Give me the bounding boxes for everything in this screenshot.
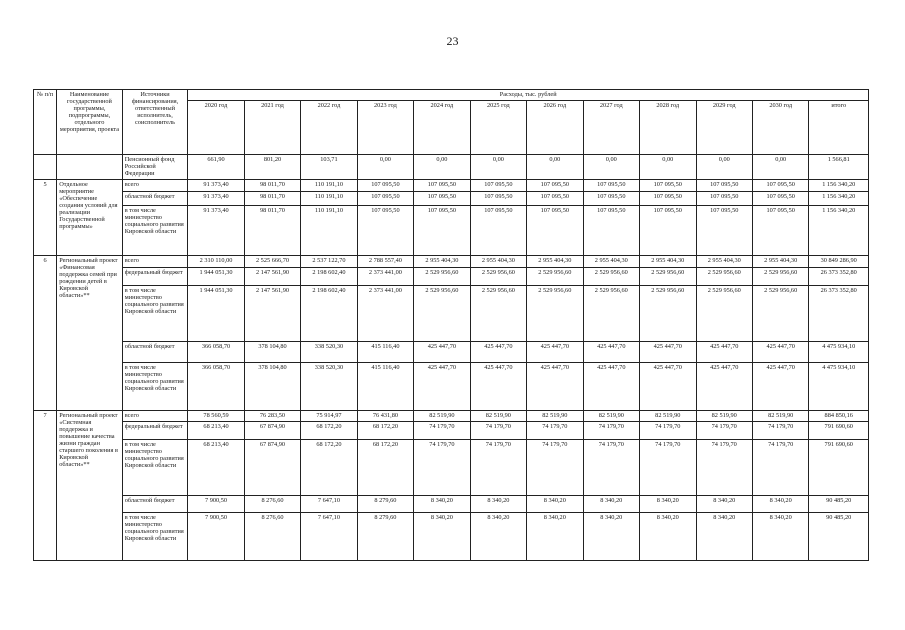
amount-cell: 107 095,50	[696, 192, 752, 206]
funding-source: областной бюджет	[122, 496, 188, 513]
amount-cell: 0,00	[527, 155, 583, 180]
amount-cell: 2 955 404,30	[470, 256, 526, 268]
amount-cell: 8 340,20	[527, 496, 583, 513]
item-name	[57, 155, 123, 180]
funding-source: в том числе министерство социального развития Кировской области	[122, 206, 188, 256]
amount-cell: 74 179,70	[414, 422, 470, 440]
amount-cell: 107 095,50	[583, 192, 639, 206]
header-name: Наименование государственной программы, подпрограммы, отдельного мероприятия, проекта	[57, 90, 123, 155]
amount-cell: 425 447,70	[640, 342, 696, 363]
amount-cell: 425 447,70	[752, 363, 808, 411]
amount-cell: 8 340,20	[414, 513, 470, 561]
amount-cell: 107 095,50	[357, 180, 413, 192]
amount-cell: 82 519,90	[583, 411, 639, 422]
header-year: 2022 год	[301, 101, 357, 155]
amount-cell: 338 520,30	[301, 363, 357, 411]
row-number: 7	[34, 411, 57, 561]
amount-cell: 425 447,70	[470, 342, 526, 363]
amount-cell: 78 560,59	[188, 411, 244, 422]
amount-cell: 7 900,50	[188, 496, 244, 513]
amount-cell: 2 529 956,60	[583, 286, 639, 342]
amount-cell: 1 944 051,30	[188, 268, 244, 286]
amount-cell: 338 520,30	[301, 342, 357, 363]
amount-cell: 8 340,20	[583, 496, 639, 513]
page-number: 23	[446, 34, 459, 48]
amount-cell: 0,00	[583, 155, 639, 180]
header-year: 2029 год	[696, 101, 752, 155]
amount-cell: 107 095,50	[696, 206, 752, 256]
item-name: Региональный проект «Финансовая поддержка семей при рождении детей в Кировской области»**	[57, 256, 123, 411]
amount-cell: 1 944 051,30	[188, 286, 244, 342]
amount-cell: 75 914,97	[301, 411, 357, 422]
amount-cell: 107 095,50	[470, 192, 526, 206]
amount-cell: 74 179,70	[752, 440, 808, 496]
amount-cell: 91 373,40	[188, 206, 244, 256]
amount-cell: 8 340,20	[752, 513, 808, 561]
amount-cell: 2 529 956,60	[414, 268, 470, 286]
row-number: 6	[34, 256, 57, 411]
row-number: 5	[34, 180, 57, 256]
table-row	[34, 155, 869, 180]
amount-cell: 1 156 340,20	[809, 180, 869, 192]
amount-cell: 4 475 934,10	[809, 363, 869, 411]
amount-cell: 68 213,40	[188, 440, 244, 496]
table-row	[34, 363, 869, 411]
table-row	[34, 256, 869, 268]
amount-cell: 661,90	[188, 155, 244, 180]
amount-cell: 107 095,50	[640, 206, 696, 256]
amount-cell: 8 340,20	[527, 513, 583, 561]
amount-cell: 2 198 602,40	[301, 286, 357, 342]
amount-cell: 378 104,80	[244, 342, 300, 363]
header-row-top	[34, 90, 869, 101]
amount-cell: 107 095,50	[357, 192, 413, 206]
budget-table	[33, 89, 869, 561]
amount-cell: 76 283,50	[244, 411, 300, 422]
amount-cell: 26 373 352,80	[809, 286, 869, 342]
amount-cell: 8 279,60	[357, 496, 413, 513]
funding-source: в том числе министерство социального развития Кировской области	[122, 513, 188, 561]
amount-cell: 26 373 352,80	[809, 268, 869, 286]
amount-cell: 1 156 340,20	[809, 192, 869, 206]
amount-cell: 2 788 557,40	[357, 256, 413, 268]
header-year: 2026 год	[527, 101, 583, 155]
amount-cell: 425 447,70	[752, 342, 808, 363]
amount-cell: 90 485,20	[809, 496, 869, 513]
amount-cell: 82 519,90	[696, 411, 752, 422]
amount-cell: 884 850,16	[809, 411, 869, 422]
amount-cell: 82 519,90	[527, 411, 583, 422]
table-row	[34, 286, 869, 342]
amount-cell: 107 095,50	[414, 180, 470, 192]
amount-cell: 8 279,60	[357, 513, 413, 561]
amount-cell: 2 373 441,00	[357, 286, 413, 342]
funding-source: областной бюджет	[122, 342, 188, 363]
header-expenses: Расходы, тыс. рублей	[188, 90, 869, 101]
amount-cell: 2 310 110,00	[188, 256, 244, 268]
amount-cell: 0,00	[470, 155, 526, 180]
amount-cell: 425 447,70	[414, 342, 470, 363]
amount-cell: 425 447,70	[583, 342, 639, 363]
header-year: 2021 год	[244, 101, 300, 155]
table-row	[34, 440, 869, 496]
item-name: Отдельное мероприятие «Обеспечение создания условий для реализации Государственной программы»	[57, 180, 123, 256]
amount-cell: 4 475 934,10	[809, 342, 869, 363]
amount-cell: 2 529 956,60	[470, 286, 526, 342]
amount-cell: 68 213,40	[188, 422, 244, 440]
amount-cell: 8 340,20	[696, 496, 752, 513]
header-year: 2023 год	[357, 101, 413, 155]
header-year: 2028 год	[640, 101, 696, 155]
amount-cell: 107 095,50	[527, 192, 583, 206]
amount-cell: 8 340,20	[583, 513, 639, 561]
amount-cell: 82 519,90	[414, 411, 470, 422]
amount-cell: 415 116,40	[357, 342, 413, 363]
amount-cell: 2 537 122,70	[301, 256, 357, 268]
table-row	[34, 206, 869, 256]
amount-cell: 2 529 956,60	[640, 268, 696, 286]
amount-cell: 68 172,20	[357, 440, 413, 496]
amount-cell: 67 874,90	[244, 440, 300, 496]
amount-cell: 91 373,40	[188, 180, 244, 192]
amount-cell: 68 172,20	[301, 440, 357, 496]
amount-cell: 74 179,70	[583, 440, 639, 496]
funding-source: всего	[122, 256, 188, 268]
amount-cell: 107 095,50	[640, 180, 696, 192]
amount-cell: 67 874,90	[244, 422, 300, 440]
amount-cell: 68 172,20	[301, 422, 357, 440]
amount-cell: 98 011,70	[244, 180, 300, 192]
amount-cell: 2 373 441,00	[357, 268, 413, 286]
amount-cell: 2 529 956,60	[527, 268, 583, 286]
amount-cell: 107 095,50	[696, 180, 752, 192]
amount-cell: 0,00	[357, 155, 413, 180]
amount-cell: 74 179,70	[640, 422, 696, 440]
amount-cell: 30 849 286,90	[809, 256, 869, 268]
funding-source: в том числе министерство социального развития Кировской области	[122, 286, 188, 342]
amount-cell: 425 447,70	[696, 363, 752, 411]
amount-cell: 74 179,70	[583, 422, 639, 440]
amount-cell: 107 095,50	[470, 206, 526, 256]
header-year: 2024 год	[414, 101, 470, 155]
amount-cell: 0,00	[640, 155, 696, 180]
amount-cell: 82 519,90	[752, 411, 808, 422]
amount-cell: 107 095,50	[470, 180, 526, 192]
amount-cell: 425 447,70	[527, 342, 583, 363]
amount-cell: 0,00	[696, 155, 752, 180]
table-row	[34, 180, 869, 192]
amount-cell: 2 529 956,60	[752, 268, 808, 286]
amount-cell: 0,00	[414, 155, 470, 180]
amount-cell: 2 529 956,60	[752, 286, 808, 342]
amount-cell: 91 373,40	[188, 192, 244, 206]
amount-cell: 90 485,20	[809, 513, 869, 561]
header-source: Источники финансирования, ответственный исполнитель, соисполнитель	[122, 90, 188, 155]
amount-cell: 110 191,10	[301, 192, 357, 206]
table-row	[34, 342, 869, 363]
amount-cell: 107 095,50	[527, 180, 583, 192]
amount-cell: 366 058,70	[188, 363, 244, 411]
table-row	[34, 422, 869, 440]
funding-source: в том числе министерство социального развития Кировской области	[122, 363, 188, 411]
table-row	[34, 192, 869, 206]
amount-cell: 1 156 340,20	[809, 206, 869, 256]
funding-source: в том числе министерство социального развития Кировской области	[122, 440, 188, 496]
amount-cell: 74 179,70	[752, 422, 808, 440]
amount-cell: 8 276,60	[244, 496, 300, 513]
amount-cell: 98 011,70	[244, 192, 300, 206]
header-num: № п/п	[34, 90, 57, 155]
amount-cell: 8 340,20	[470, 496, 526, 513]
table-row	[34, 268, 869, 286]
amount-cell: 2 529 956,60	[470, 268, 526, 286]
amount-cell: 74 179,70	[470, 440, 526, 496]
amount-cell: 82 519,90	[470, 411, 526, 422]
table-row	[34, 496, 869, 513]
amount-cell: 8 340,20	[640, 513, 696, 561]
amount-cell: 8 340,20	[414, 496, 470, 513]
amount-cell: 107 095,50	[752, 206, 808, 256]
amount-cell: 366 058,70	[188, 342, 244, 363]
amount-cell: 415 116,40	[357, 363, 413, 411]
table-row	[34, 513, 869, 561]
amount-cell: 2 955 404,30	[414, 256, 470, 268]
amount-cell: 8 340,20	[752, 496, 808, 513]
row-number	[34, 155, 57, 180]
amount-cell: 378 104,80	[244, 363, 300, 411]
amount-cell: 107 095,50	[583, 206, 639, 256]
funding-source: Пенсионный фонд Российской Федерации	[122, 155, 188, 180]
amount-cell: 2 955 404,30	[696, 256, 752, 268]
header-year: 2020 год	[188, 101, 244, 155]
amount-cell: 791 690,60	[809, 440, 869, 496]
header-year: итого	[809, 101, 869, 155]
amount-cell: 2 955 404,30	[527, 256, 583, 268]
header-year: 2027 год	[583, 101, 639, 155]
amount-cell: 425 447,70	[696, 342, 752, 363]
amount-cell: 7 647,10	[301, 513, 357, 561]
amount-cell: 8 340,20	[640, 496, 696, 513]
amount-cell: 74 179,70	[696, 440, 752, 496]
amount-cell: 107 095,50	[583, 180, 639, 192]
amount-cell: 791 690,60	[809, 422, 869, 440]
amount-cell: 8 340,20	[470, 513, 526, 561]
amount-cell: 107 095,50	[414, 206, 470, 256]
amount-cell: 74 179,70	[470, 422, 526, 440]
amount-cell: 7 900,50	[188, 513, 244, 561]
amount-cell: 110 191,10	[301, 206, 357, 256]
amount-cell: 107 095,50	[414, 192, 470, 206]
amount-cell: 2 525 666,70	[244, 256, 300, 268]
amount-cell: 2 529 956,60	[527, 286, 583, 342]
amount-cell: 425 447,70	[470, 363, 526, 411]
amount-cell: 107 095,50	[752, 192, 808, 206]
header-year: 2025 год	[470, 101, 526, 155]
amount-cell: 2 529 956,60	[640, 286, 696, 342]
amount-cell: 107 095,50	[752, 180, 808, 192]
funding-source: федеральный бюджет	[122, 422, 188, 440]
amount-cell: 425 447,70	[414, 363, 470, 411]
amount-cell: 74 179,70	[527, 440, 583, 496]
amount-cell: 2 529 956,60	[583, 268, 639, 286]
amount-cell: 107 095,50	[640, 192, 696, 206]
amount-cell: 2 147 561,90	[244, 286, 300, 342]
amount-cell: 76 431,80	[357, 411, 413, 422]
amount-cell: 801,20	[244, 155, 300, 180]
amount-cell: 425 447,70	[527, 363, 583, 411]
amount-cell: 107 095,50	[357, 206, 413, 256]
header-year: 2030 год	[752, 101, 808, 155]
amount-cell: 2 529 956,60	[696, 286, 752, 342]
amount-cell: 425 447,70	[583, 363, 639, 411]
amount-cell: 74 179,70	[640, 440, 696, 496]
amount-cell: 82 519,90	[640, 411, 696, 422]
amount-cell: 68 172,20	[357, 422, 413, 440]
amount-cell: 110 191,10	[301, 180, 357, 192]
amount-cell: 103,71	[301, 155, 357, 180]
funding-source: всего	[122, 411, 188, 422]
amount-cell: 7 647,10	[301, 496, 357, 513]
amount-cell: 425 447,70	[640, 363, 696, 411]
table-row	[34, 411, 869, 422]
amount-cell: 8 276,60	[244, 513, 300, 561]
amount-cell: 107 095,50	[527, 206, 583, 256]
amount-cell: 2 955 404,30	[640, 256, 696, 268]
item-name: Региональный проект «Системная поддержка и повышение качества жизни граждан старшего поколения в Кировской области»**	[57, 411, 123, 561]
amount-cell: 98 011,70	[244, 206, 300, 256]
amount-cell: 74 179,70	[696, 422, 752, 440]
amount-cell: 2 147 561,90	[244, 268, 300, 286]
funding-source: всего	[122, 180, 188, 192]
amount-cell: 2 529 956,60	[696, 268, 752, 286]
amount-cell: 2 955 404,30	[752, 256, 808, 268]
amount-cell: 2 198 602,40	[301, 268, 357, 286]
amount-cell: 8 340,20	[696, 513, 752, 561]
amount-cell: 2 955 404,30	[583, 256, 639, 268]
table-body	[34, 155, 869, 561]
funding-source: федеральный бюджет	[122, 268, 188, 286]
amount-cell: 74 179,70	[527, 422, 583, 440]
funding-source: областной бюджет	[122, 192, 188, 206]
amount-cell: 2 529 956,60	[414, 286, 470, 342]
amount-cell: 74 179,70	[414, 440, 470, 496]
amount-cell: 0,00	[752, 155, 808, 180]
amount-cell: 1 566,81	[809, 155, 869, 180]
